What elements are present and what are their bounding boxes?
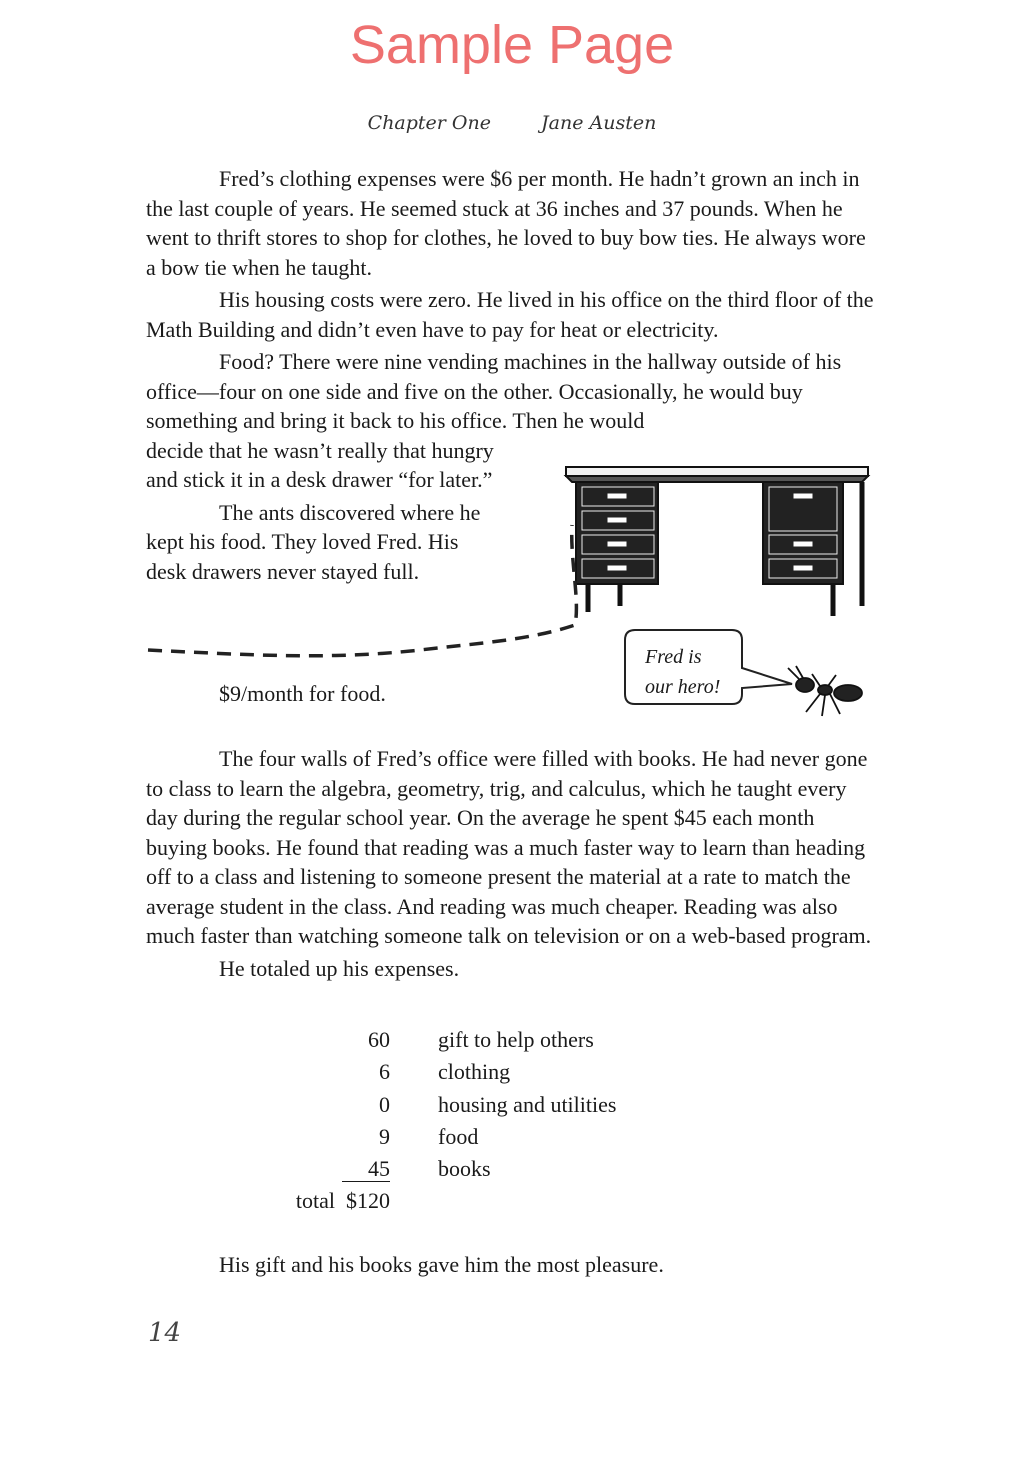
ledger-amount: 45 xyxy=(342,1156,390,1182)
desk-icon xyxy=(566,467,868,616)
food-cost-line: $9/month for food. xyxy=(219,681,386,706)
sample-page-watermark: Sample Page xyxy=(349,15,675,75)
bubble-line: our hero! xyxy=(645,676,721,698)
closing-sentence: His gift and his books gave him the most pleasure. xyxy=(219,1252,664,1277)
chapter-title: Chapter One xyxy=(367,112,491,134)
ledger-amount: 6 xyxy=(379,1059,390,1085)
ledger-label: clothing xyxy=(438,1059,511,1085)
ledger-label: food xyxy=(438,1123,479,1149)
ledger-amount: 0 xyxy=(379,1091,390,1117)
ledger-label: housing and utilities xyxy=(438,1091,617,1117)
bubble-line: Fred is xyxy=(645,646,702,668)
page-number: 14 xyxy=(148,1318,182,1348)
ledger-label: books xyxy=(438,1156,491,1182)
speech-bubble-text xyxy=(645,642,720,702)
author-name: Jane Austen xyxy=(541,112,657,134)
ledger-amount: 60 xyxy=(368,1027,390,1052)
paragraph-totaled: He totaled up his expenses. xyxy=(219,955,460,981)
ants-line: The ants discovered where he xyxy=(219,499,481,525)
ledger-amount: 9 xyxy=(379,1123,390,1149)
paragraph-clothing: Fred’s clothing expenses were $6 per month. He hadn’t grown an inch in the last couple of years. He seemed stuck at 36 inches and 37 pounds. When he went to thrift stores to shop for clothes, he loved to buy bow ties. He always wore a bow tie when he taught. xyxy=(146,166,866,280)
ledger-label: gift to help others xyxy=(438,1027,594,1052)
paragraph-food: Food? There were nine vending machines in the hallway outside of his office—four on one side and five on the other. Occasionally, he would buy something and bring it back to his office. Then he would xyxy=(146,349,842,433)
ants-line: kept his food. They loved Fred. His xyxy=(146,529,459,554)
paragraph-housing: His housing costs were zero. He lived in his office on the third floor of the Math Building and didn’t even have to pay for heat or electricity. xyxy=(146,287,874,342)
wrap-line: and stick it in a desk drawer “for later.” xyxy=(146,467,493,492)
ant-trail-icon xyxy=(148,525,576,656)
total-label: total xyxy=(295,1188,335,1214)
total-amount: $120 xyxy=(346,1188,390,1214)
ant-icon xyxy=(788,666,862,716)
paragraph-books: The four walls of Fred’s office were filled with books. He had never gone to class to learn the algebra, geometry, trig, and calculus, which he taught every day during the regular school year. On the average he spent $45 each month buying books. He found that reading was a much faster way to learn than heading off to a class and listening to someone present the material at a rate to match the average student in the class. And reading was much cheaper. Reading was also much faster than watching someone talk on television or on a web-based program. xyxy=(146,746,872,948)
ants-line: desk drawers never stayed full. xyxy=(146,558,420,584)
wrap-line: decide that he wasn’t really that hungry xyxy=(146,437,494,463)
